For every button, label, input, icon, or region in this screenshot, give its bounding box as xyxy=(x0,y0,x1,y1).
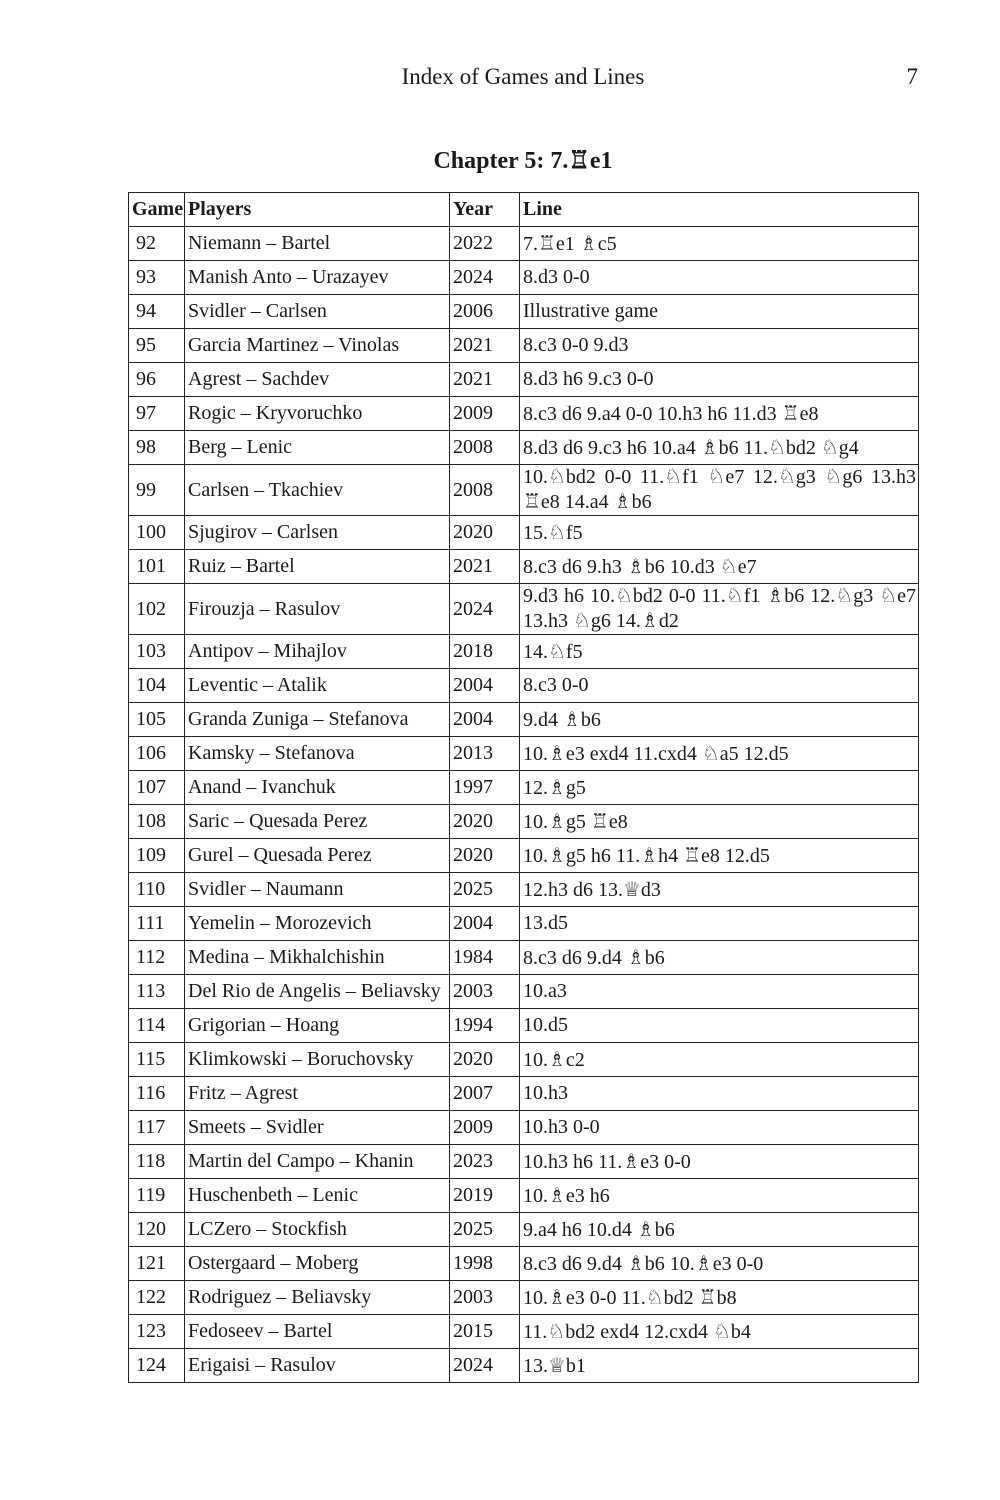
line-cell: 8.c3 d6 9.d4 ♗b6 xyxy=(520,941,919,975)
year-cell: 1998 xyxy=(450,1247,520,1281)
game-number-cell: 95 xyxy=(129,329,185,363)
game-number-cell: 108 xyxy=(129,805,185,839)
game-number-cell: 101 xyxy=(129,550,185,584)
players-cell: Svidler – Naumann xyxy=(185,873,450,907)
year-cell: 2024 xyxy=(450,1349,520,1383)
line-cell: 8.d3 0-0 xyxy=(520,261,919,295)
year-cell: 2013 xyxy=(450,737,520,771)
table-row xyxy=(129,737,919,771)
players-cell: Leventic – Atalik xyxy=(185,669,450,703)
players-cell: Rodriguez – Beliavsky xyxy=(185,1281,450,1315)
table-row xyxy=(129,261,919,295)
line-cell: 10.d5 xyxy=(520,1009,919,1043)
table-row xyxy=(129,1111,919,1145)
table-row xyxy=(129,1179,919,1213)
table-row xyxy=(129,771,919,805)
game-number-cell: 103 xyxy=(129,635,185,669)
year-cell: 2015 xyxy=(450,1315,520,1349)
game-number-cell: 112 xyxy=(129,941,185,975)
players-cell: Medina – Mikhalchishin xyxy=(185,941,450,975)
game-number-cell: 124 xyxy=(129,1349,185,1383)
table-row xyxy=(129,516,919,550)
page-number: 7 xyxy=(906,64,918,89)
game-number-cell: 116 xyxy=(129,1077,185,1111)
line-cell: 8.d3 h6 9.c3 0-0 xyxy=(520,363,919,397)
game-number-cell: 100 xyxy=(129,516,185,550)
players-cell: Huschenbeth – Lenic xyxy=(185,1179,450,1213)
players-cell: Carlsen – Tkachiev xyxy=(185,465,450,516)
year-cell: 2003 xyxy=(450,1281,520,1315)
running-title: Index of Games and Lines xyxy=(401,64,645,89)
table-row xyxy=(129,1145,919,1179)
table-row xyxy=(129,635,919,669)
table-row xyxy=(129,975,919,1009)
game-number-cell: 113 xyxy=(129,975,185,1009)
table-row xyxy=(129,1247,919,1281)
players-cell: Rogic – Kryvoruchko xyxy=(185,397,450,431)
year-cell: 2022 xyxy=(450,227,520,261)
line-cell: Illustrative game xyxy=(520,295,919,329)
table-row xyxy=(129,227,919,261)
game-number-cell: 104 xyxy=(129,669,185,703)
table-row xyxy=(129,805,919,839)
players-cell: Erigaisi – Rasulov xyxy=(185,1349,450,1383)
players-cell: Ostergaard – Moberg xyxy=(185,1247,450,1281)
table-row xyxy=(129,584,919,635)
game-number-cell: 122 xyxy=(129,1281,185,1315)
players-cell: Sjugirov – Carlsen xyxy=(185,516,450,550)
year-cell: 1984 xyxy=(450,941,520,975)
year-cell: 2021 xyxy=(450,550,520,584)
players-cell: Ruiz – Bartel xyxy=(185,550,450,584)
year-cell: 2024 xyxy=(450,261,520,295)
players-cell: Fedoseev – Bartel xyxy=(185,1315,450,1349)
game-number-cell: 93 xyxy=(129,261,185,295)
table-row xyxy=(129,1043,919,1077)
table-row xyxy=(129,907,919,941)
running-header xyxy=(0,64,1000,94)
line-cell: 11.♘bd2 exd4 12.cxd4 ♘b4 xyxy=(520,1315,919,1349)
table-row xyxy=(129,1349,919,1383)
line-cell: 12.♗g5 xyxy=(520,771,919,805)
table-row xyxy=(129,295,919,329)
table-row xyxy=(129,669,919,703)
table-row xyxy=(129,329,919,363)
players-cell: Firouzja – Rasulov xyxy=(185,584,450,635)
game-number-cell: 109 xyxy=(129,839,185,873)
year-cell: 2020 xyxy=(450,1043,520,1077)
line-cell: 9.a4 h6 10.d4 ♗b6 xyxy=(520,1213,919,1247)
games-index-table xyxy=(128,192,919,1383)
players-cell: Klimkowski – Boruchovsky xyxy=(185,1043,450,1077)
players-cell: Niemann – Bartel xyxy=(185,227,450,261)
game-number-cell: 123 xyxy=(129,1315,185,1349)
line-cell: 7.♖e1 ♗c5 xyxy=(520,227,919,261)
game-number-cell: 92 xyxy=(129,227,185,261)
year-cell: 2021 xyxy=(450,329,520,363)
table-row xyxy=(129,1213,919,1247)
table-row xyxy=(129,431,919,465)
line-cell: 10.♘bd2 0-0 11.♘f1 ♘e7 12.♘g3 ♘g6 13.h3 ♖e8 14.a4 ♗b6 xyxy=(520,465,919,516)
players-cell: Kamsky – Stefanova xyxy=(185,737,450,771)
players-cell: Grigorian – Hoang xyxy=(185,1009,450,1043)
game-number-cell: 117 xyxy=(129,1111,185,1145)
year-cell: 2007 xyxy=(450,1077,520,1111)
table-row xyxy=(129,397,919,431)
game-number-cell: 97 xyxy=(129,397,185,431)
players-cell: Fritz – Agrest xyxy=(185,1077,450,1111)
line-cell: 13.♕b1 xyxy=(520,1349,919,1383)
players-cell: Manish Anto – Urazayev xyxy=(185,261,450,295)
players-cell: Smeets – Svidler xyxy=(185,1111,450,1145)
line-cell: 12.h3 d6 13.♕d3 xyxy=(520,873,919,907)
table-row xyxy=(129,1009,919,1043)
line-cell: 10.a3 xyxy=(520,975,919,1009)
players-cell: LCZero – Stockfish xyxy=(185,1213,450,1247)
game-number-cell: 119 xyxy=(129,1179,185,1213)
game-number-cell: 96 xyxy=(129,363,185,397)
table-row xyxy=(129,363,919,397)
line-cell: 10.♗e3 0-0 11.♘bd2 ♖b8 xyxy=(520,1281,919,1315)
year-cell: 2025 xyxy=(450,1213,520,1247)
year-cell: 2008 xyxy=(450,465,520,516)
year-cell: 2003 xyxy=(450,975,520,1009)
table-row xyxy=(129,839,919,873)
game-number-cell: 99 xyxy=(129,465,185,516)
year-cell: 2006 xyxy=(450,295,520,329)
players-cell: Saric – Quesada Perez xyxy=(185,805,450,839)
game-number-cell: 120 xyxy=(129,1213,185,1247)
year-cell: 2020 xyxy=(450,839,520,873)
players-cell: Berg – Lenic xyxy=(185,431,450,465)
table-body xyxy=(129,227,919,1383)
game-number-cell: 107 xyxy=(129,771,185,805)
game-number-cell: 110 xyxy=(129,873,185,907)
line-cell: 10.♗g5 h6 11.♗h4 ♖e8 12.d5 xyxy=(520,839,919,873)
players-cell: Yemelin – Morozevich xyxy=(185,907,450,941)
line-cell: 10.♗e3 h6 xyxy=(520,1179,919,1213)
game-number-cell: 94 xyxy=(129,295,185,329)
players-cell: Agrest – Sachdev xyxy=(185,363,450,397)
line-cell: 10.h3 xyxy=(520,1077,919,1111)
year-cell: 2021 xyxy=(450,363,520,397)
chapter-title: Chapter 5: 7.♖e1 xyxy=(433,148,613,174)
table-header-row xyxy=(129,193,919,227)
year-cell: 2018 xyxy=(450,635,520,669)
line-cell: 10.♗e3 exd4 11.cxd4 ♘a5 12.d5 xyxy=(520,737,919,771)
game-number-cell: 115 xyxy=(129,1043,185,1077)
game-number-cell: 121 xyxy=(129,1247,185,1281)
line-cell: 14.♘f5 xyxy=(520,635,919,669)
year-cell: 2020 xyxy=(450,516,520,550)
players-cell: Antipov – Mihajlov xyxy=(185,635,450,669)
line-cell: 9.d3 h6 10.♘bd2 0-0 11.♘f1 ♗b6 12.♘g3 ♘e7 13.h3 ♘g6 14.♗d2 xyxy=(520,584,919,635)
table-row xyxy=(129,941,919,975)
year-cell: 2004 xyxy=(450,703,520,737)
year-cell: 2024 xyxy=(450,584,520,635)
game-number-cell: 111 xyxy=(129,907,185,941)
year-cell: 2019 xyxy=(450,1179,520,1213)
line-cell: 13.d5 xyxy=(520,907,919,941)
table-row xyxy=(129,1281,919,1315)
year-cell: 1994 xyxy=(450,1009,520,1043)
players-cell: Svidler – Carlsen xyxy=(185,295,450,329)
line-cell: 8.c3 d6 9.a4 0-0 10.h3 h6 11.d3 ♖e8 xyxy=(520,397,919,431)
players-cell: Gurel – Quesada Perez xyxy=(185,839,450,873)
players-cell: Del Rio de Angelis – Beliavsky xyxy=(185,975,450,1009)
players-cell: Martin del Campo – Khanin xyxy=(185,1145,450,1179)
table-row xyxy=(129,465,919,516)
players-cell: Granda Zuniga – Stefanova xyxy=(185,703,450,737)
column-header-players: Players xyxy=(185,193,450,227)
game-number-cell: 114 xyxy=(129,1009,185,1043)
game-number-cell: 102 xyxy=(129,584,185,635)
players-cell: Anand – Ivanchuk xyxy=(185,771,450,805)
table-row xyxy=(129,550,919,584)
year-cell: 2009 xyxy=(450,1111,520,1145)
table-row xyxy=(129,1315,919,1349)
year-cell: 2008 xyxy=(450,431,520,465)
year-cell: 2025 xyxy=(450,873,520,907)
line-cell: 8.c3 d6 9.h3 ♗b6 10.d3 ♘e7 xyxy=(520,550,919,584)
year-cell: 2023 xyxy=(450,1145,520,1179)
line-cell: 10.h3 h6 11.♗e3 0-0 xyxy=(520,1145,919,1179)
line-cell: 10.h3 0-0 xyxy=(520,1111,919,1145)
year-cell: 2004 xyxy=(450,669,520,703)
line-cell: 10.♗g5 ♖e8 xyxy=(520,805,919,839)
line-cell: 10.♗c2 xyxy=(520,1043,919,1077)
column-header-game: Game xyxy=(129,193,185,227)
column-header-year: Year xyxy=(450,193,520,227)
table-row xyxy=(129,873,919,907)
line-cell: 8.c3 0-0 xyxy=(520,669,919,703)
year-cell: 1997 xyxy=(450,771,520,805)
year-cell: 2004 xyxy=(450,907,520,941)
line-cell: 15.♘f5 xyxy=(520,516,919,550)
year-cell: 2009 xyxy=(450,397,520,431)
game-number-cell: 118 xyxy=(129,1145,185,1179)
game-number-cell: 106 xyxy=(129,737,185,771)
table-row xyxy=(129,1077,919,1111)
players-cell: Garcia Martinez – Vinolas xyxy=(185,329,450,363)
line-cell: 8.d3 d6 9.c3 h6 10.a4 ♗b6 11.♘bd2 ♘g4 xyxy=(520,431,919,465)
year-cell: 2020 xyxy=(450,805,520,839)
line-cell: 8.c3 d6 9.d4 ♗b6 10.♗e3 0-0 xyxy=(520,1247,919,1281)
table-row xyxy=(129,703,919,737)
line-cell: 8.c3 0-0 9.d3 xyxy=(520,329,919,363)
line-cell: 9.d4 ♗b6 xyxy=(520,703,919,737)
game-number-cell: 105 xyxy=(129,703,185,737)
game-number-cell: 98 xyxy=(129,431,185,465)
column-header-line: Line xyxy=(520,193,919,227)
